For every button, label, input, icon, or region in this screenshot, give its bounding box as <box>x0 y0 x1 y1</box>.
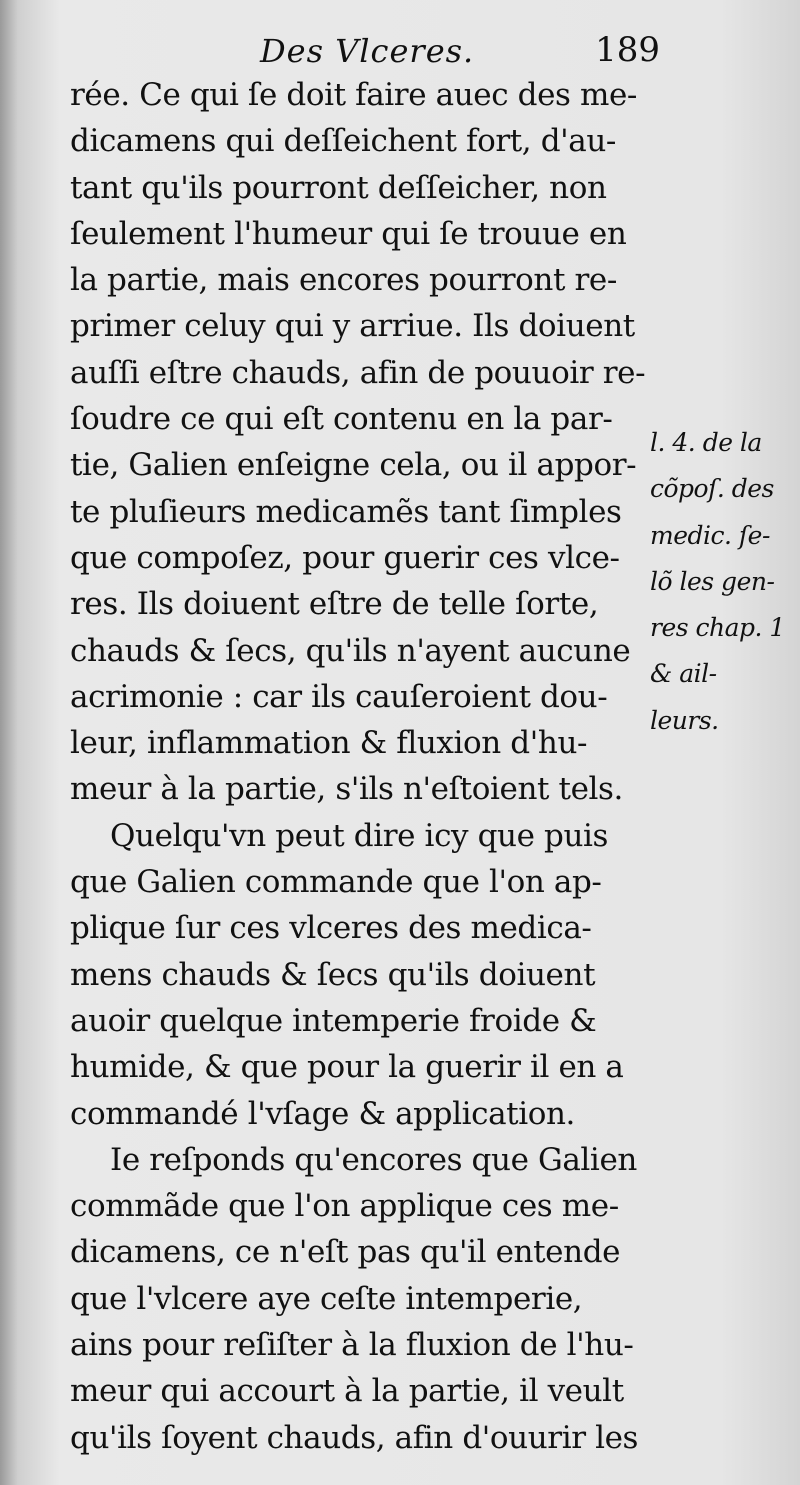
text-line: tant qu'ils pourront deſſeicher, non <box>70 169 607 206</box>
margin-note <box>650 420 800 744</box>
text-line: auoir quelque intemperie froide & <box>70 1002 597 1039</box>
text-line: qu'ils ſoyent chauds, afin d'ouurir les <box>70 1419 639 1456</box>
text-line: mens chauds & ſecs qu'ils doiuent <box>70 956 596 993</box>
text-line: meur à la partie, s'ils n'eſtoient tels. <box>70 771 624 808</box>
text-line: chauds & ſecs, qu'ils n'ayent aucune <box>70 632 631 669</box>
margin-note-line: res chap. 1 <box>650 613 785 643</box>
text-line: leur, inflammation & fluxion d'hu- <box>70 725 588 762</box>
text-line: ſoudre ce qui eſt contenu en la par- <box>70 401 613 438</box>
text-line: plique ſur ces vlceres des medica- <box>70 910 592 947</box>
text-line: la partie, mais encores pourront re- <box>70 262 617 299</box>
margin-note-line: cõpoſ. des <box>650 474 774 504</box>
text-line: primer celuy qui y arriue. Ils doiuent <box>70 308 635 345</box>
text-line: ſeulement l'humeur qui ſe trouue en <box>70 215 627 252</box>
margin-note-line: & ail- <box>650 659 717 689</box>
text-line: auſſi eſtre chauds, afin de pouuoir re- <box>70 354 646 391</box>
text-line: que compoſez, pour guerir ces vlce- <box>70 539 620 576</box>
text-line: acrimonie : car ils cauſeroient dou- <box>70 678 608 715</box>
text-line: commãde que l'on applique ces me- <box>70 1188 619 1225</box>
text-line: ains pour reſiſter à la fluxion de l'hu- <box>70 1327 634 1364</box>
text-line: humide, & que pour la guerir il en a <box>70 1049 624 1086</box>
margin-note-line: lõ les gen- <box>650 566 775 596</box>
text-line: te pluſieurs medicamẽs tant ſimples <box>70 493 622 530</box>
page-number: 189 <box>595 30 660 70</box>
page-header <box>240 30 660 74</box>
running-head: Des Vlceres. <box>260 32 475 70</box>
text-line: Ie reſponds qu'encores que Galien <box>110 1141 637 1178</box>
text-line: tie, Galien enſeigne cela, ou il appor- <box>70 447 637 484</box>
text-line: dicamens qui deſſeichent fort, d'au- <box>70 123 617 160</box>
text-line: commandé l'vſage & application. <box>70 1095 576 1132</box>
margin-note-line: medic. ſe- <box>650 520 770 550</box>
text-line: Quelqu'vn peut dire icy que puis <box>110 817 609 854</box>
body-text <box>70 72 650 1461</box>
margin-note-line: l. 4. de la <box>650 428 762 457</box>
text-line: dicamens, ce n'eſt pas qu'il entende <box>70 1234 621 1271</box>
text-line: res. Ils doiuent eſtre de telle ſorte, <box>70 586 599 623</box>
margin-note-line: leurs. <box>650 705 719 735</box>
text-line: rée. Ce qui ſe doit faire auec des me- <box>70 77 637 113</box>
text-line: que l'vlcere aye ceſte intemperie, <box>70 1280 583 1317</box>
text-line: meur qui accourt à la partie, il veult <box>70 1373 624 1410</box>
text-line: que Galien commande que l'on ap- <box>70 864 602 901</box>
